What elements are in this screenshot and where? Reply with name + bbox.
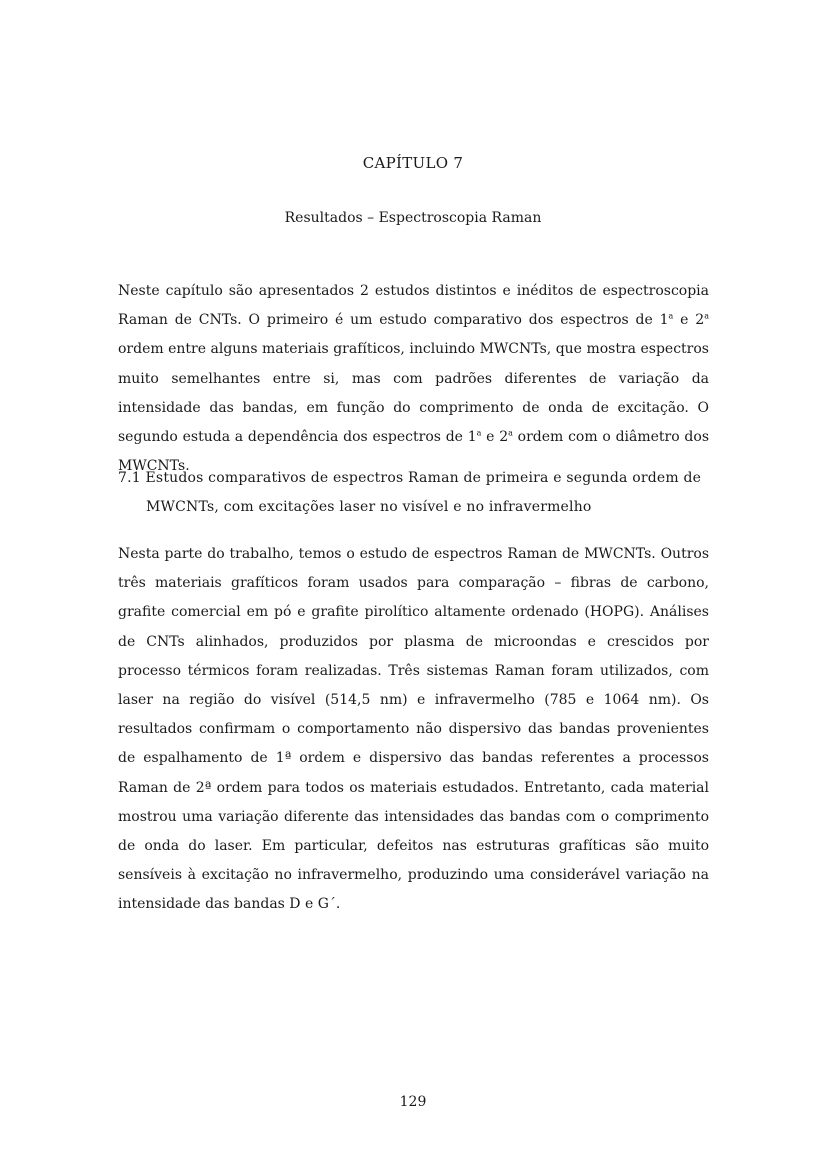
chapter-subtitle: Resultados – Espectroscopia Raman xyxy=(284,210,542,226)
body-paragraph: Nesta parte do trabalho, temos o estudo de espectros Raman de MWCNTs. Outros três materiais grafíticos foram usados para comparação – fibras de carbono, grafite comercial em pó e grafite pirolítico altamente ordenado (HOPG). Análises de CNTs alinhados, produzidos por plasma de microondas e crescidos por processo térmicos foram realizadas. Três sistemas Raman foram utilizados, com laser na região do visível (514,5 nm) e infravermelho (785 e 1064 nm). Os resultados confirmam o comportamento não dispersivo das bandas provenientes de espalhamento de 1ª ordem e dispersivo das bandas referentes a processos Raman de 2ª ordem para todos os materiais estudados. Entretanto, cada material mostrou uma variação diferente das intensidades das bandas com o comprimento de onda do laser. Em particular, defeitos nas estruturas grafíticas são muito sensíveis à excitação no infravermelho, produzindo uma considerável variação na intensidade das bandas D e G´. xyxy=(118,546,709,913)
page-number: 129 xyxy=(399,1094,427,1110)
intro-text-part-2: e 2 xyxy=(673,312,705,329)
section-heading xyxy=(118,464,709,522)
section-heading-line-1: 7.1 Estudos comparativos de espectros Raman de primeira e segunda ordem de xyxy=(118,470,702,486)
superscript-ordinal: a xyxy=(704,311,709,321)
section-heading-line-2: MWCNTs, com excitações laser no visível e no infravermelho xyxy=(146,499,592,515)
superscript-ordinal: a xyxy=(668,311,674,321)
intro-text-part-1: Neste capítulo são apresentados 2 estudos distintos e inéditos de espectroscopia Raman de CNTs. O primeiro é um estudo comparativo dos espectros de 1 xyxy=(118,283,709,329)
superscript-ordinal: a xyxy=(508,428,513,438)
intro-text-part-5: ordem com o diâmetro dos MWCNTs. xyxy=(118,429,710,475)
intro-paragraph xyxy=(118,277,709,481)
superscript-ordinal: a xyxy=(476,428,482,438)
intro-text-part-4: e 2 xyxy=(481,429,509,446)
intro-text-part-3: ordem entre alguns materiais grafíticos, incluindo MWCNTs, que mostra espectros muito semelhantes entre si, mas com padrões diferentes de variação da intensidade das bandas, em função do comprimento de onda de excitação. O segundo estuda a dependência dos espectros de 1 xyxy=(118,341,709,446)
chapter-title: CAPÍTULO 7 xyxy=(362,154,464,172)
